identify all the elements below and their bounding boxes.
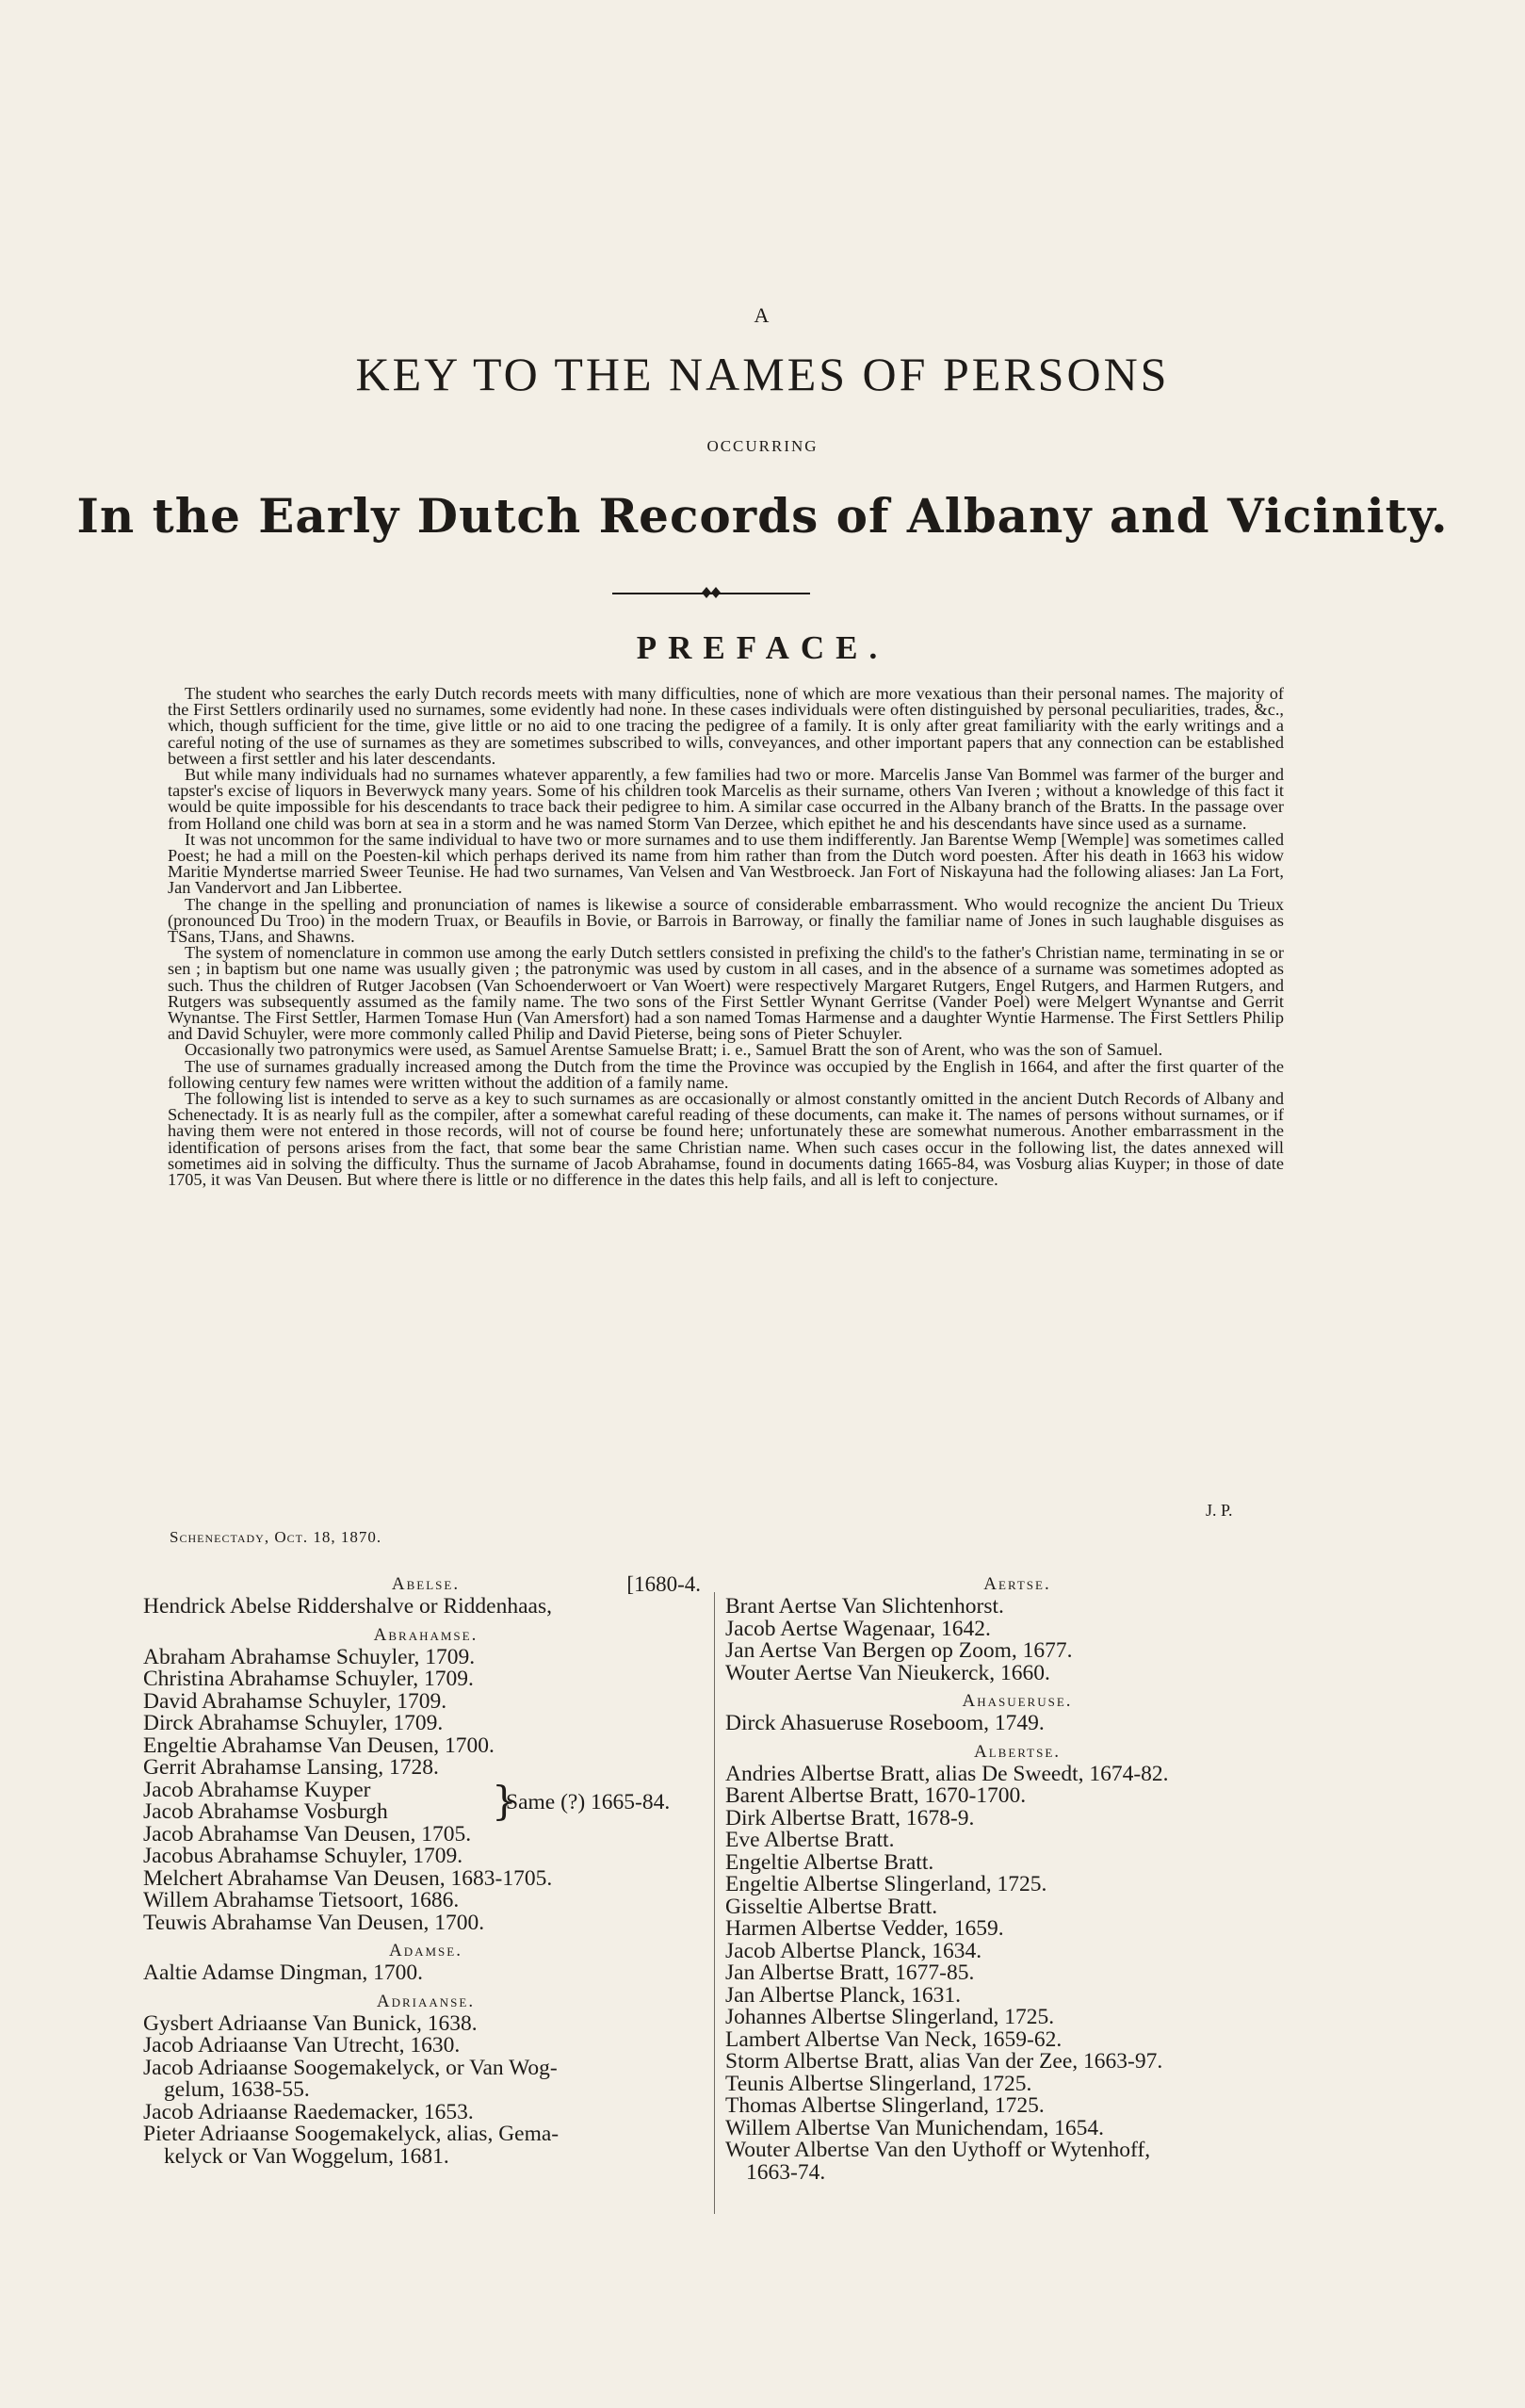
list-item: Willem Albertse Van Munichendam, 1654. [725, 2115, 1104, 2140]
brace-icon: } [492, 1777, 517, 1824]
list-item: Pieter Adriaanse Soogemakelyck, alias, Gema- [143, 2122, 560, 2146]
section-heading-aertse: Aertse. [983, 1574, 1051, 1594]
preface-paragraph: The change in the spelling and pronunciation of names is likewise a source of considerable embarrassment. Who would recognize the ancient Du Trieux (pronounced Du Troo) in the modern Truax, or Beaufils in Bovie, or Barrois in Barroway, or finally the familiar name of Jones in such laughable disguises as TSans, TJans, and Shawns. [168, 894, 1284, 947]
list-item: Barent Albertse Bratt, 1670-1700. [725, 1783, 1027, 1808]
list-item: Dirck Ahasueruse Roseboom, 1749. [725, 1711, 1045, 1735]
preface-paragraph: The system of nomenclature in common use among the early Dutch settlers consisted in prefixing the child's to the father's Christian name, terminating in se or sen ; in baptism but one name was usually given ; the patronymic was used by custom in all cases, and in the absence of a surname was sometimes adopted as such. Thus the children of Rutger Jacobsen (Van Schoenderwoert or Van Woert) were respectively Margaret Rutgers, Engel Rutgers, and Harmen Rutgers, and Rutgers was subsequently assumed as the family name. The two sons of the First Settler Wynant Gerritse (Vander Poel) were Melgert Wynantse and Gerrit Wynantse. The First Settler, Harmen Tomase Hun (Van Amersfort) had a son named Tomas Harmense and a daughter Wyntie Harmense. The First Settlers Philip and David Schuyler, were more commonly called Philip and David Pieterse, being sons of Pieter Schuyler. [168, 943, 1284, 1044]
list-item: Jacob Adriaanse Van Utrecht, 1630. [143, 2033, 461, 2058]
list-item: Gysbert Adriaanse Van Bunick, 1638. [143, 2010, 478, 2036]
preface-paragraph: It was not uncommon for the same individual to have two or more surnames and to use them indifferently. Jan Barentse Wemp [Wemple] was sometimes called Poest; he had a mill on the Poesten-kil which perhaps derived its name from him rather than from the Dutch word poesten. After his death in 1663 his widow Maritie Myndertse married Sweer Teunise. He had two surnames, Van Velsen and Van Westbroeck. Jan Fort of Niskayuna had the following aliases: Jan La Fort, Jan Vandervort and Jan Libbertee. [168, 829, 1284, 898]
list-item: Jacob Abrahamse Van Deusen, 1705. [143, 1821, 472, 1847]
list-item: Wouter Albertse Van den Uythoff or Wytenhoff, [725, 2138, 1151, 2162]
list-item: Christina Abrahamse Schuyler, 1709. [143, 1667, 474, 1691]
list-item: Jacob Adriaanse Soogemakelyck, or Van Wog- [143, 2055, 558, 2080]
list-item: Eve Albertse Bratt. [725, 1828, 895, 1852]
right-column [725, 1568, 1309, 2184]
section-heading-albertse: Albertse. [973, 1741, 1062, 1762]
preface-paragraph: The student who searches the early Dutch records meets with many difficulties, none of which are more vexatious than their personal names. The majority of the First Settlers ordinarily used no surnames, some evidently had none. In these cases individuals were often distinguished by personal peculiarities, trades, &c., which, though sufficient for the time, give little or no aid to one tracing the pedigree of a family. It is only after great familiarity with the early writings and a careful noting of the use of surnames as they are sometimes subscribed to wills, conveyances, and other important papers that any connection can be established between a first settler and his later descendants. [168, 684, 1284, 768]
left-column [143, 1568, 708, 2168]
list-item: Jacob Abrahamse Vosburgh [143, 1799, 388, 1824]
list-item-continuation: kelyck or Van Woggelum, 1681. [164, 2143, 449, 2169]
ornamental-rule [612, 586, 810, 599]
list-item: Harmen Albertse Vedder, 1659. [725, 1916, 1004, 1941]
blackletter-subtitle: In the Early Dutch Records of Albany and Vicinity. [76, 488, 1449, 544]
list-item: Johannes Albertse Slingerland, 1725. [725, 2005, 1055, 2029]
list-item: Engeltie Albertse Slingerland, 1725. [725, 1872, 1047, 1896]
section-heading-abelse [143, 1573, 708, 1596]
column-divider [714, 1592, 715, 2214]
list-item: Brant Aertse Van Slichtenhorst. [725, 1594, 1004, 1619]
list-item: Jacobus Abrahamse Schuyler, 1709. [143, 1844, 463, 1868]
preface-paragraph: The use of surnames gradually increased among the Dutch from the time the Province was occupied by the English in 1664, and after the first quarter of the following century few names were written without the addition of a family name. [168, 1056, 1284, 1092]
brace-note: Same (?) 1665-84. [506, 1789, 671, 1814]
list-item-continuation: gelum, 1638-55. [164, 2077, 310, 2102]
list-item: Andries Albertse Bratt, alias De Sweedt, 1674-82. [725, 1761, 1169, 1786]
page-title: KEY TO THE NAMES OF PERSONS [355, 348, 1170, 400]
dateline: Schenectady, Oct. 18, 1870. [170, 1528, 382, 1546]
list-item: Dirk Albertse Bratt, 1678-9. [725, 1805, 975, 1830]
list-item: Teunis Albertse Slingerland, 1725. [725, 2071, 1032, 2096]
list-item: Abraham Abrahamse Schuyler, 1709. [143, 1644, 476, 1669]
preface-paragraph: But while many individuals had no surnames whatever apparently, a few families had two or more. Marcelis Janse Van Bommel was farmer of the burger and tapster's excise of liquors in Beverwyck many years. Some of his children took Marcelis as their surname, others Van Iveren ; without a knowledge of this fact it would be quite impossible for his descendants to trace back their pedigree to him. A similar case occurred in the Albany branch of the Bratts. In the passage over from Holland one child was born at sea in a storm and he was named Storm Van Derzee, which epithet he and his descendants have since used as a surname. [168, 765, 1284, 833]
ornament-icon [702, 587, 721, 598]
list-item: Hendrick Abelse Riddershalve or Riddenhaas, [143, 1594, 552, 1619]
list-item: Wouter Aertse Van Nieukerck, 1660. [725, 1660, 1050, 1685]
list-item: Jacob Aertse Wagenaar, 1642. [725, 1616, 991, 1641]
author-signature: J. P. [1206, 1501, 1233, 1520]
preface-heading: PREFACE. [636, 629, 889, 666]
list-item: Jacob Albertse Planck, 1634. [725, 1938, 982, 1963]
list-item: Lambert Albertse Van Neck, 1659-62. [725, 2026, 1063, 2052]
list-item: Dirck Abrahamse Schuyler, 1709. [143, 1711, 444, 1735]
list-item: Willem Abrahamse Tietsoort, 1686. [143, 1888, 460, 1912]
list-item: Engeltie Abrahamse Van Deusen, 1700. [143, 1733, 495, 1758]
list-item: Aaltie Adamse Dingman, 1700. [143, 1961, 423, 1985]
section-heading-adriaanse: Adriaanse. [376, 1991, 476, 2011]
list-item: Jacob Adriaanse Raedemacker, 1653. [143, 2099, 474, 2124]
list-item: Melchert Abrahamse Van Deusen, 1683-1705. [143, 1865, 553, 1891]
list-item: Jan Aertse Van Bergen op Zoom, 1677. [725, 1638, 1073, 1663]
section-heading-abrahamse: Abrahamse. [373, 1624, 479, 1645]
list-item: Gisseltie Albertse Bratt. [725, 1894, 938, 1919]
list-item: Jacob Abrahamse Kuyper [143, 1777, 371, 1802]
list-item: Storm Albertse Bratt, alias Van der Zee, 1663-97. [725, 2049, 1163, 2074]
preface-paragraph: The following list is intended to serve as a key to such surnames as are occasionally or almost constantly omitted in the ancient Dutch Records of Albany and Schenectady. It is as nearly full as the compiler, after a somewhat careful reading of these documents, can make it. The names of persons without surnames, or if having them were not entered in those records, will not of course be found here; unfortunately these are somewhat numerous. Another embarrassment in the identification of persons arises from the fact, that some bear the same Christian name. When such cases occur in the following list, the dates annexed will sometimes aid in solving the difficulty. Thus the surname of Jacob Abrahamse, found in documents dating 1665-84, was Vosburg alias Kuyper; in those of date 1705, it was Van Deusen. But where there is little or no difference in the dates this help fails, and all is left to conjecture. [168, 1089, 1284, 1190]
preface-text [168, 686, 1284, 1188]
list-item: Engeltie Albertse Bratt. [725, 1849, 934, 1875]
occurring-label: OCCURRING [706, 437, 819, 455]
section-heading-ahasueruse: Ahasueruse. [962, 1691, 1073, 1711]
list-item: Teuwis Abrahamse Van Deusen, 1700. [143, 1910, 485, 1935]
list-item: David Abrahamse Schuyler, 1709. [143, 1688, 447, 1714]
section-date: [1680-4. [626, 1572, 701, 1596]
heading-label: Abelse. [391, 1574, 461, 1594]
bracketed-entries [143, 1777, 708, 1824]
section-heading-adamse: Adamse. [389, 1941, 462, 1961]
list-item: Gerrit Abrahamse Lansing, 1728. [143, 1755, 439, 1780]
list-item: Jan Albertse Planck, 1631. [725, 1982, 961, 2008]
list-item-continuation: 1663-74. [746, 2159, 826, 2185]
list-item: Thomas Albertse Slingerland, 1725. [725, 2093, 1045, 2118]
preface-paragraph: Occasionally two patronymics were used, as Samuel Arentse Samuelse Bratt; i. e., Samuel Bratt the son of Arent, who was the son of Samuel. [185, 1040, 1163, 1060]
appendix-letter: A [754, 303, 771, 327]
list-item: Jan Albertse Bratt, 1677-85. [725, 1961, 975, 1985]
